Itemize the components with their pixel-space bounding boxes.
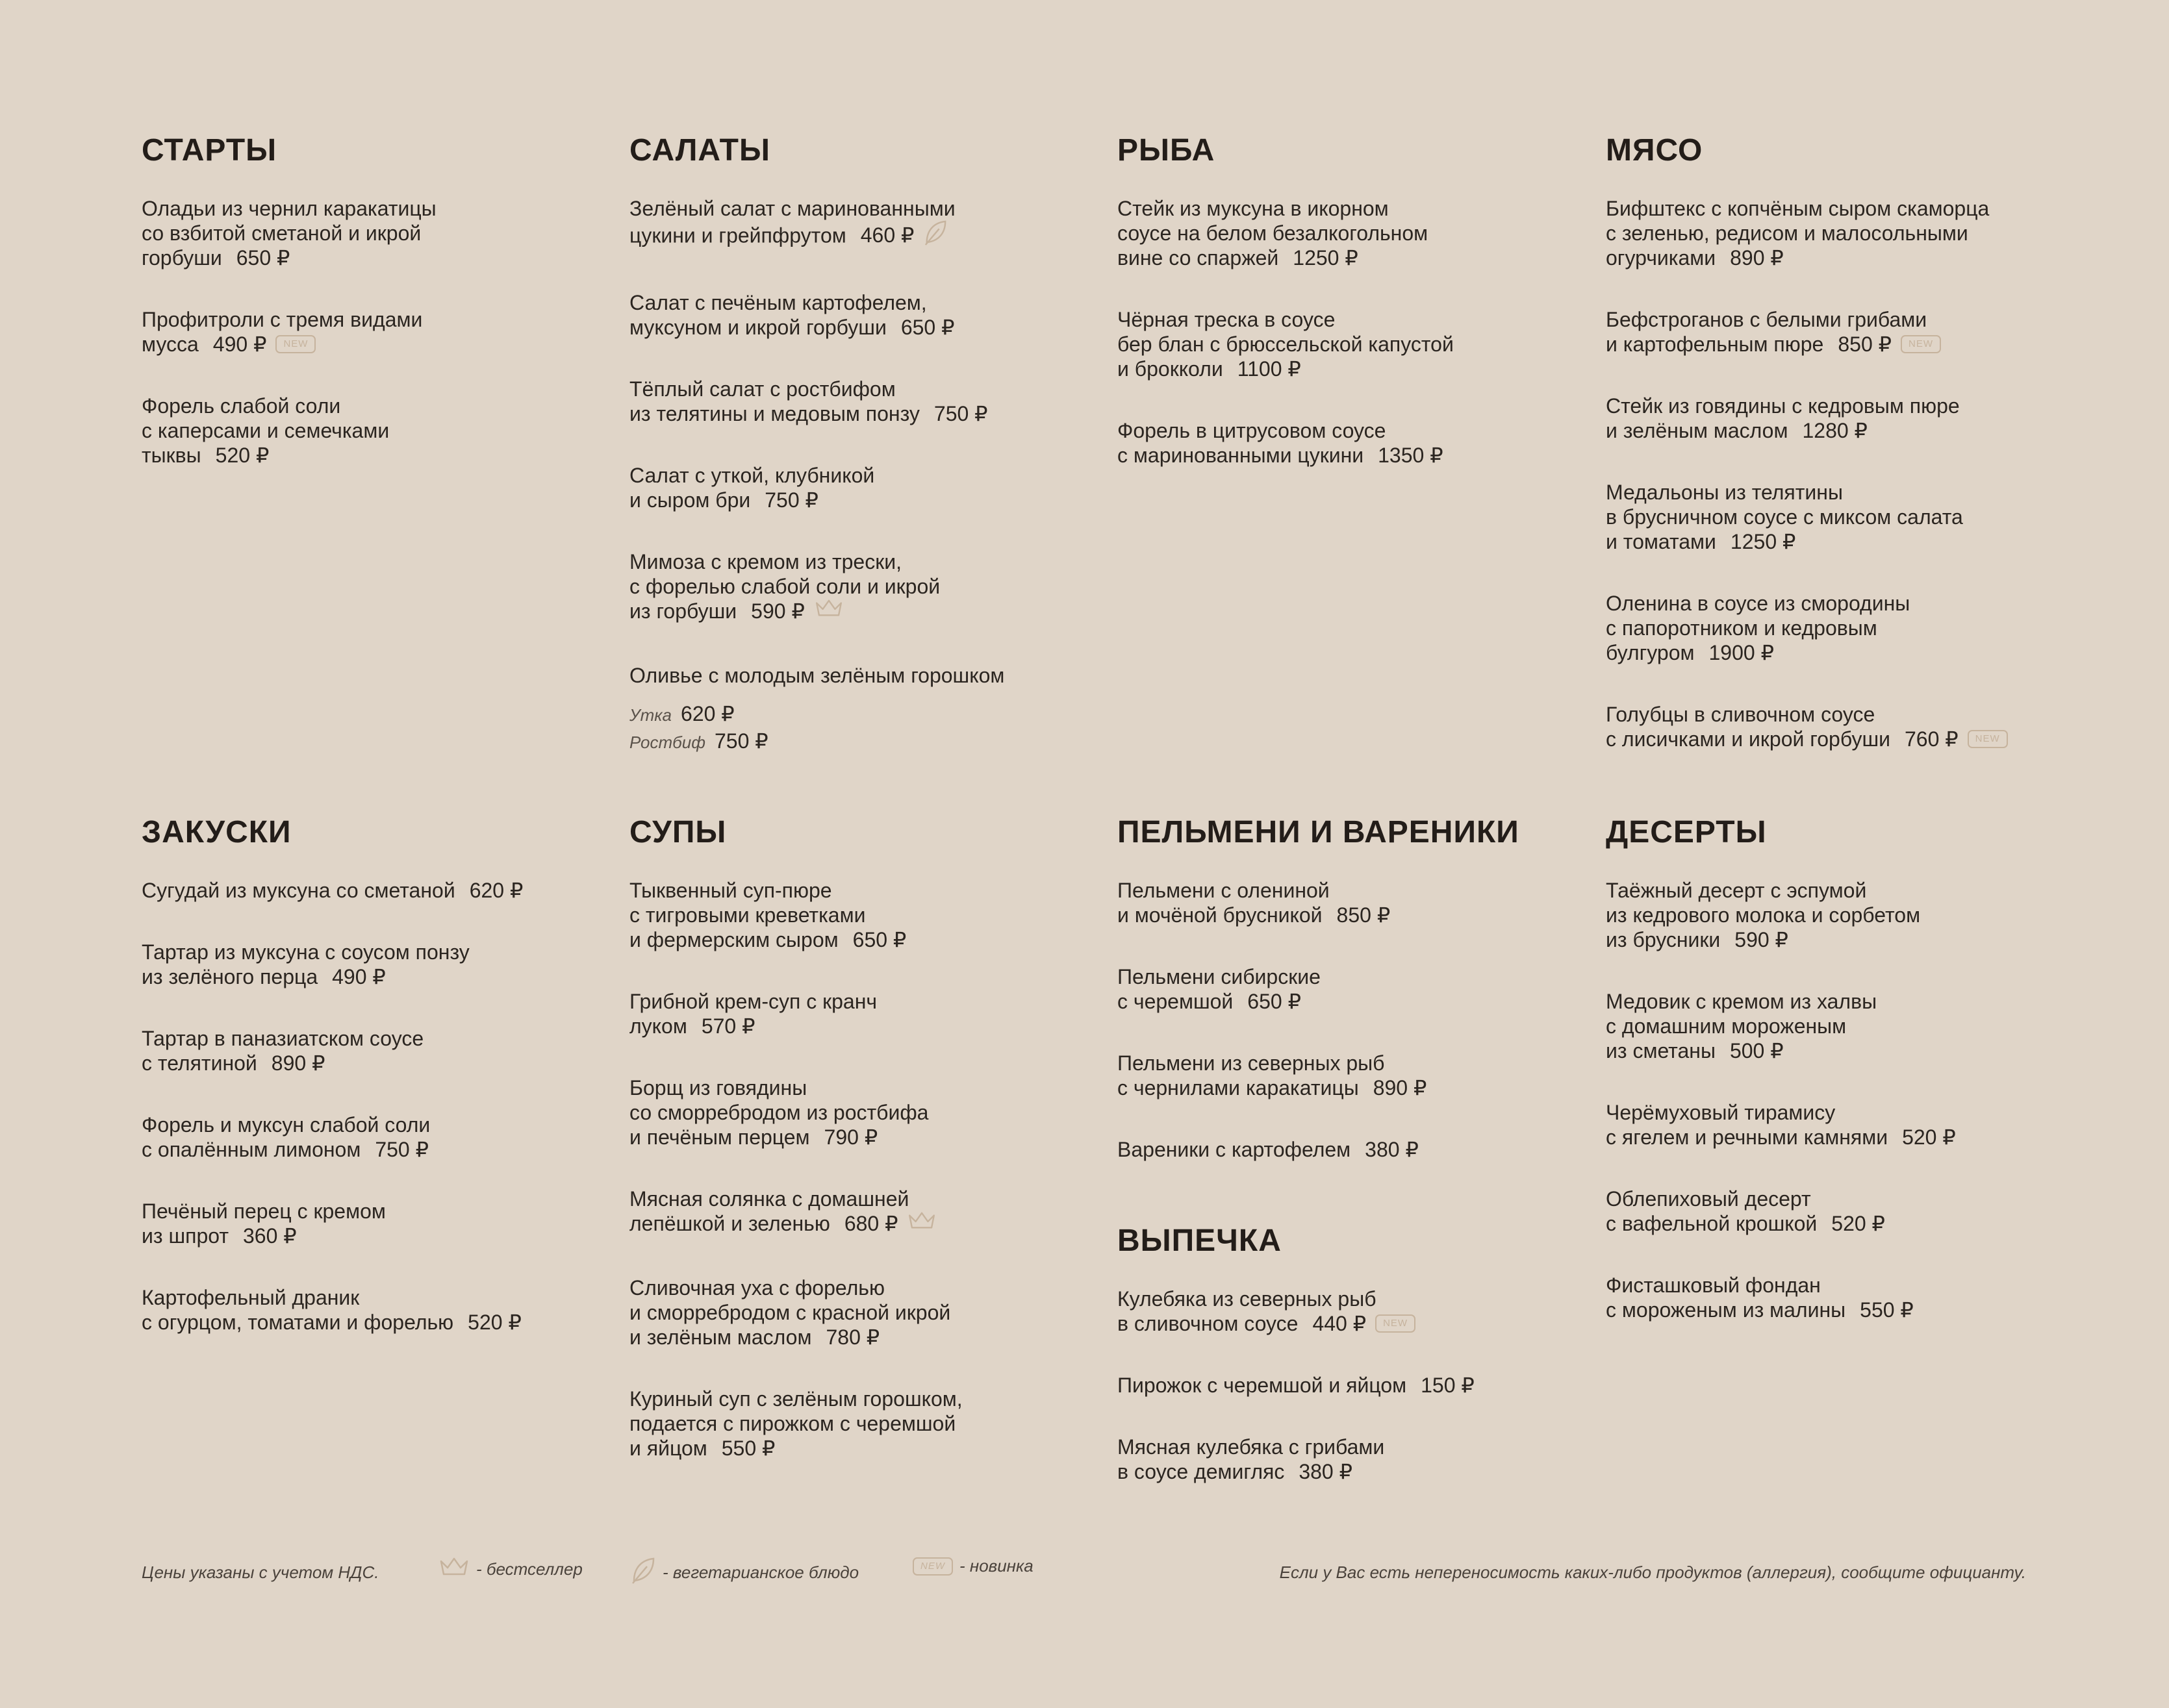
menu-item-name-line: Бефстроганов с белыми грибами (1606, 308, 1927, 331)
menu-item-name-line: Салат с уткой, клубникой (629, 464, 875, 487)
menu-item-price: 1100 ₽ (1237, 357, 1301, 381)
menu-item (1606, 878, 2061, 952)
legend-new-label: - новинка (959, 1556, 1034, 1576)
menu-item (142, 307, 596, 357)
menu-item (629, 290, 1123, 340)
menu-item-name-line: Стейк из муксуна в икорном (1117, 197, 1389, 220)
menu-item-name-line: Тартар из муксуна с соусом понзу (142, 940, 470, 964)
menu-item-name-line: Тыквенный суп-пюре (629, 879, 832, 902)
menu-item-name-line: Фисташковый фондан (1606, 1274, 1821, 1297)
crown-icon (438, 1556, 470, 1583)
menu-item-price: 1250 ₽ (1293, 246, 1358, 270)
legend-new (913, 1556, 1034, 1576)
menu-item-name-line: Стейк из говядины с кедровым пюре (1606, 394, 1960, 418)
crown-icon (907, 1211, 937, 1237)
menu-item-name-line: с ягелем и речными камнями 520 ₽ (1606, 1125, 1956, 1149)
menu-item-price: 780 ₽ (826, 1325, 880, 1349)
menu-item-price: 380 ₽ (1365, 1138, 1419, 1161)
menu-item-name-line: Пельмени сибирские (1117, 965, 1321, 988)
menu-item (1117, 1287, 1572, 1336)
menu-item-price: 1900 ₽ (1708, 641, 1774, 664)
section-pastry (1117, 1223, 1572, 1521)
section-appetizers (142, 814, 596, 1372)
legend-bestseller (438, 1556, 583, 1583)
menu-item-price: 650 ₽ (1247, 990, 1301, 1013)
menu-item-price: 650 ₽ (900, 316, 955, 339)
menu-item (1606, 196, 2125, 270)
variant-label: Ростбиф (629, 732, 705, 752)
menu-item (1606, 1187, 2061, 1236)
menu-item-price: 440 ₽ (1312, 1312, 1367, 1335)
menu-item-name-line: огурчиками 890 ₽ (1606, 246, 1784, 270)
menu-item (1606, 1273, 2061, 1322)
menu-item-name-line: мусса 490 ₽ NEW (142, 332, 596, 357)
menu-item (1117, 1137, 1598, 1162)
menu-item-name-line: Сугудай из муксуна со сметаной 620 ₽ (142, 879, 524, 902)
menu-item-name-line: луком 570 ₽ (629, 1014, 755, 1038)
menu-item-name-line: из сметаны 500 ₽ (1606, 1039, 1784, 1062)
menu-item-name-line: и яйцом 550 ₽ (629, 1436, 776, 1460)
menu-item-name-line: с телятиной 890 ₽ (142, 1051, 325, 1075)
menu-item-price: 490 ₽ (332, 965, 386, 988)
menu-item-name-line: тыквы 520 ₽ (142, 444, 270, 467)
menu-item (142, 940, 596, 989)
section-title: РЫБА (1117, 133, 1215, 168)
menu-item-name-line: лепёшкой и зеленью 680 ₽ (629, 1211, 1084, 1238)
menu-item-price: 520 ₽ (215, 444, 270, 467)
menu-item (629, 377, 1123, 426)
variant-price: 620 ₽ (681, 701, 735, 725)
menu-item-name-line: и томатами 1250 ₽ (1606, 530, 1796, 553)
menu-item (142, 1285, 596, 1335)
menu-item-price: 750 ₽ (933, 402, 988, 425)
menu-item-name-line: с мороженым из малины 550 ₽ (1606, 1298, 1914, 1322)
menu-item-name-line: Пельмени из северных рыб (1117, 1051, 1385, 1075)
menu-item-price: 590 ₽ (1734, 928, 1788, 951)
menu-item-name-line: бер блан с брюссельской капустой (1117, 333, 1454, 356)
menu-item-price: 850 ₽ (1838, 333, 1892, 356)
menu-item-name-line: Мясная кулебяка с грибами (1117, 1435, 1385, 1459)
menu-item-name-line: и сморребродом с красной икрой (629, 1300, 951, 1324)
menu-item (1117, 196, 1572, 270)
menu-item-name-line: Оливье с молодым зелёным горошком (629, 663, 1005, 687)
menu-item-name-line: Чёрная треска в соусе (1117, 308, 1336, 331)
menu-item-price: 520 ₽ (468, 1311, 522, 1334)
menu-item-name-line: с маринованными цукини 1350 ₽ (1117, 444, 1443, 467)
menu-item-name-line: соусе на белом безалкогольном (1117, 221, 1428, 245)
menu-item-name-line: Медальоны из телятины (1606, 481, 1843, 504)
menu-item-name-line: и зелёным маслом 780 ₽ (629, 1325, 880, 1349)
menu-item-name-line: в сливочном соусе 440 ₽ NEW (1117, 1311, 1572, 1336)
menu-item (629, 1275, 1084, 1350)
legend-vegetarian (630, 1556, 859, 1589)
section-title: САЛАТЫ (629, 133, 770, 168)
menu-item (142, 878, 596, 903)
menu-item-name-line: из горбуши 590 ₽ (629, 599, 1123, 626)
section-title: ПЕЛЬМЕНИ И ВАРЕНИКИ (1117, 815, 1519, 849)
menu-item-name-line: с тигровыми креветками (629, 903, 866, 927)
menu-item-price: 150 ₽ (1421, 1374, 1475, 1397)
menu-item-name-line: Мясная солянка с домашней (629, 1187, 909, 1211)
menu-item-name-line: с каперсами и семечками (142, 419, 390, 442)
menu-item-name-line: и фермерским сыром 650 ₽ (629, 928, 907, 951)
menu-item-name-line: Таёжный десерт с эспумой (1606, 879, 1867, 902)
section-title: ЗАКУСКИ (142, 815, 292, 849)
menu-item-name-line: Облепиховый десерт (1606, 1187, 1811, 1211)
menu-item (629, 196, 1123, 253)
oliviye-variants (629, 701, 1123, 755)
menu-item-name-line: Грибной крем-суп с кранч (629, 990, 878, 1013)
menu-item-name-line: Тартар в паназиатском соусе (142, 1027, 424, 1050)
section-meat (1606, 132, 2125, 788)
menu-item-name-line: Медовик с кремом из халвы (1606, 990, 1877, 1013)
menu-item-name-line: из зелёного перца 490 ₽ (142, 965, 386, 988)
menu-item-price: 380 ₽ (1299, 1460, 1352, 1483)
menu-item-name-line: цукини и грейпфрутом 460 ₽ (629, 221, 1123, 253)
section-starters (142, 132, 596, 505)
menu-item-name-line: Салат с печёным картофелем, (629, 291, 927, 314)
section-title: ДЕСЕРТЫ (1606, 815, 1767, 849)
menu-item-price: 570 ₽ (701, 1014, 755, 1038)
menu-item-name-line: и брокколи 1100 ₽ (1117, 357, 1301, 381)
menu-item-name-line: Сливочная уха с форелью (629, 1275, 885, 1300)
menu-item-name-line: и печёным перцем 790 ₽ (629, 1125, 878, 1149)
menu-item-name-line: Голубцы в сливочном соусе (1606, 703, 1875, 726)
section-dumplings (1117, 814, 1598, 1199)
menu-item (629, 1387, 1084, 1461)
legend-vegetarian-label: - вегетарианское блюдо (663, 1563, 859, 1582)
menu-item-price: 550 ₽ (1860, 1298, 1914, 1322)
menu-item-name-line: Куриный суп с зелёным горошком, (629, 1387, 963, 1411)
menu-item-price: 890 ₽ (1730, 246, 1784, 270)
menu-item (1606, 394, 2125, 443)
menu-item (629, 463, 1123, 512)
menu-item (142, 1026, 596, 1075)
menu-item-price: 1280 ₽ (1802, 419, 1868, 442)
menu-item-name-line: Форель в цитрусовом соусе (1117, 419, 1386, 442)
section-title: МЯСО (1606, 133, 1703, 168)
menu-item-name-line: Оладьи из чернил каракатицы (142, 197, 437, 220)
menu-item-name-line: Форель и муксун слабой соли (142, 1113, 431, 1137)
menu-item-name-line: Картофельный драник (142, 1286, 360, 1309)
menu-item-name-line: с форелью слабой соли и икрой (629, 575, 941, 598)
menu-item-name-line: Пельмени с олениной (1117, 879, 1330, 902)
menu-item-name-line: Кулебяка из северных рыб (1117, 1287, 1376, 1311)
menu-item-price: 760 ₽ (1904, 727, 1959, 751)
menu-item-name-line: и сыром бри 750 ₽ (629, 488, 818, 512)
menu-item-name-line: Оленина в соусе из смородины (1606, 592, 1910, 615)
menu-item-name-line: с вафельной крошкой 520 ₽ (1606, 1212, 1885, 1235)
menu-item (142, 1199, 596, 1248)
menu-item (1606, 989, 2061, 1063)
menu-item-name-line: Профитроли с тремя видами (142, 308, 423, 331)
menu-item-name-line: Черёмуховый тирамису (1606, 1101, 1836, 1124)
new-badge: NEW (913, 1557, 953, 1576)
menu-item-name-line: с зеленью, редисом и малосольными (1606, 221, 1968, 245)
menu-item-name-line: в брусничном соусе с миксом салата (1606, 505, 1963, 529)
allergy-note: Если у Вас есть непереносимость каких-либо продуктов (аллергия), сообщите официанту. (1279, 1563, 2026, 1582)
menu-item-price: 550 ₽ (721, 1436, 776, 1460)
menu-item-price: 890 ₽ (1373, 1076, 1427, 1099)
menu-item-name-line: Борщ из говядины (629, 1076, 807, 1099)
menu-item-price: 520 ₽ (1831, 1212, 1885, 1235)
menu-item-name-line: с чернилами каракатицы 890 ₽ (1117, 1076, 1427, 1099)
menu-item-price: 850 ₽ (1336, 903, 1391, 927)
menu-item (1606, 307, 2125, 357)
menu-item-price: 500 ₽ (1729, 1039, 1784, 1062)
menu-item (1117, 1051, 1598, 1100)
leaf-icon (923, 219, 948, 251)
section-fish (1117, 132, 1572, 505)
menu-item-price: 750 ₽ (765, 488, 818, 512)
menu-item (1606, 591, 2125, 665)
menu-item (142, 196, 596, 270)
menu-item-name-line: горбуши 650 ₽ (142, 246, 290, 270)
menu-item-name-line: Печёный перец с кремом (142, 1199, 386, 1223)
menu-item-price: 1350 ₽ (1378, 444, 1443, 467)
new-badge: NEW (275, 335, 316, 353)
menu-item (1117, 964, 1598, 1014)
menu-item (629, 989, 1084, 1038)
menu-item-name-line: вине со спаржей 1250 ₽ (1117, 246, 1358, 270)
menu-item-price: 650 ₽ (236, 246, 290, 270)
menu-item-name-line: с папоротником и кедровым (1606, 616, 1877, 640)
menu-item (1117, 418, 1572, 468)
menu-item-name-line: с опалённым лимоном 750 ₽ (142, 1138, 429, 1161)
menu-item (1117, 1435, 1572, 1484)
menu-item-name-line: с черемшой 650 ₽ (1117, 990, 1301, 1013)
new-badge: NEW (1901, 335, 1941, 353)
menu-item-name-line: Тёплый салат с ростбифом (629, 377, 896, 401)
legend-bestseller-label: - бестселлер (476, 1559, 583, 1579)
menu-item-name-line: в соусе демигляс 380 ₽ (1117, 1460, 1352, 1483)
variant-row (629, 701, 1123, 728)
menu-item-price: 620 ₽ (469, 879, 524, 902)
menu-item-name-line: Зелёный салат с маринованными (629, 197, 956, 220)
menu-item (629, 878, 1084, 952)
menu-item-price: 750 ₽ (375, 1138, 429, 1161)
menu-item-name-line: с лисичками и икрой горбуши 760 ₽ NEW (1606, 727, 2125, 751)
menu-item-name-line: Мимоза с кремом из трески, (629, 550, 902, 573)
variant-label: Утка (629, 705, 672, 725)
menu-item-name-line: с огурцом, томатами и форелью 520 ₽ (142, 1311, 522, 1334)
variant-price: 750 ₽ (714, 729, 768, 753)
menu-item-name-line: со взбитой сметаной и икрой (142, 221, 422, 245)
menu-item-name-line: из кедрового молока и сорбетом (1606, 903, 1921, 927)
menu-item-name-line: Пирожок с черемшой и яйцом 150 ₽ (1117, 1374, 1475, 1397)
menu-item-name-line: Бифштекс с копчёным сыром скаморца (1606, 197, 1990, 220)
section-salads (629, 132, 1123, 755)
menu-item-name-line: и картофельным пюре 850 ₽ NEW (1606, 332, 2125, 357)
menu-item (1117, 307, 1572, 381)
menu-item-price: 490 ₽ (212, 333, 267, 356)
new-badge: NEW (1375, 1314, 1415, 1333)
menu-item-price: 1250 ₽ (1730, 530, 1796, 553)
vat-note: Цены указаны с учетом НДС. (142, 1563, 379, 1582)
menu-item (1606, 1100, 2061, 1149)
menu-item (629, 1075, 1084, 1149)
menu-item-name-line: со сморребродом из ростбифа (629, 1101, 929, 1124)
section-soups (629, 814, 1084, 1498)
menu-item-name-line: подается с пирожком с черемшой (629, 1411, 956, 1435)
menu-item (1606, 480, 2125, 554)
menu-item-name-line: булгуром 1900 ₽ (1606, 641, 1774, 664)
menu-item (1117, 878, 1598, 927)
menu-item-price: 890 ₽ (271, 1051, 325, 1075)
menu-item-price: 650 ₽ (852, 928, 907, 951)
menu-item (142, 1112, 596, 1162)
menu-item-name-line: Форель слабой соли (142, 394, 341, 418)
menu-item (629, 663, 1123, 688)
leaf-icon (630, 1556, 656, 1589)
crown-icon (814, 598, 844, 624)
menu-item (142, 394, 596, 468)
menu-item (629, 1187, 1084, 1238)
menu-item-name-line: из шпрот 360 ₽ (142, 1224, 297, 1248)
menu-item-name-line: из брусники 590 ₽ (1606, 928, 1788, 951)
section-title: СТАРТЫ (142, 133, 277, 168)
menu-item-price: 520 ₽ (1902, 1125, 1956, 1149)
menu-item (1117, 1373, 1572, 1398)
menu-item-name-line: и зелёным маслом 1280 ₽ (1606, 419, 1868, 442)
menu-item-name-line: и мочёной брусникой 850 ₽ (1117, 903, 1391, 927)
menu-item-name-line: с домашним мороженым (1606, 1014, 1847, 1038)
menu-item-price: 360 ₽ (242, 1224, 297, 1248)
new-badge: NEW (1968, 730, 2008, 748)
menu-item-name-line: из телятины и медовым понзу 750 ₽ (629, 402, 988, 425)
menu-item-price: 590 ₽ (751, 599, 805, 623)
menu-item-name-line: Вареники с картофелем 380 ₽ (1117, 1138, 1419, 1161)
menu-item-price: 460 ₽ (860, 223, 915, 247)
menu-item-price: 680 ₽ (844, 1212, 898, 1235)
menu-item (629, 549, 1123, 626)
section-title: ВЫПЕЧКА (1117, 1224, 1282, 1258)
variant-row (629, 728, 1123, 755)
menu-item (1606, 702, 2125, 751)
section-desserts (1606, 814, 2061, 1359)
menu-item-price: 790 ₽ (824, 1125, 878, 1149)
menu-item-name-line: муксуном и икрой горбуши 650 ₽ (629, 316, 955, 339)
section-title: СУПЫ (629, 815, 727, 849)
